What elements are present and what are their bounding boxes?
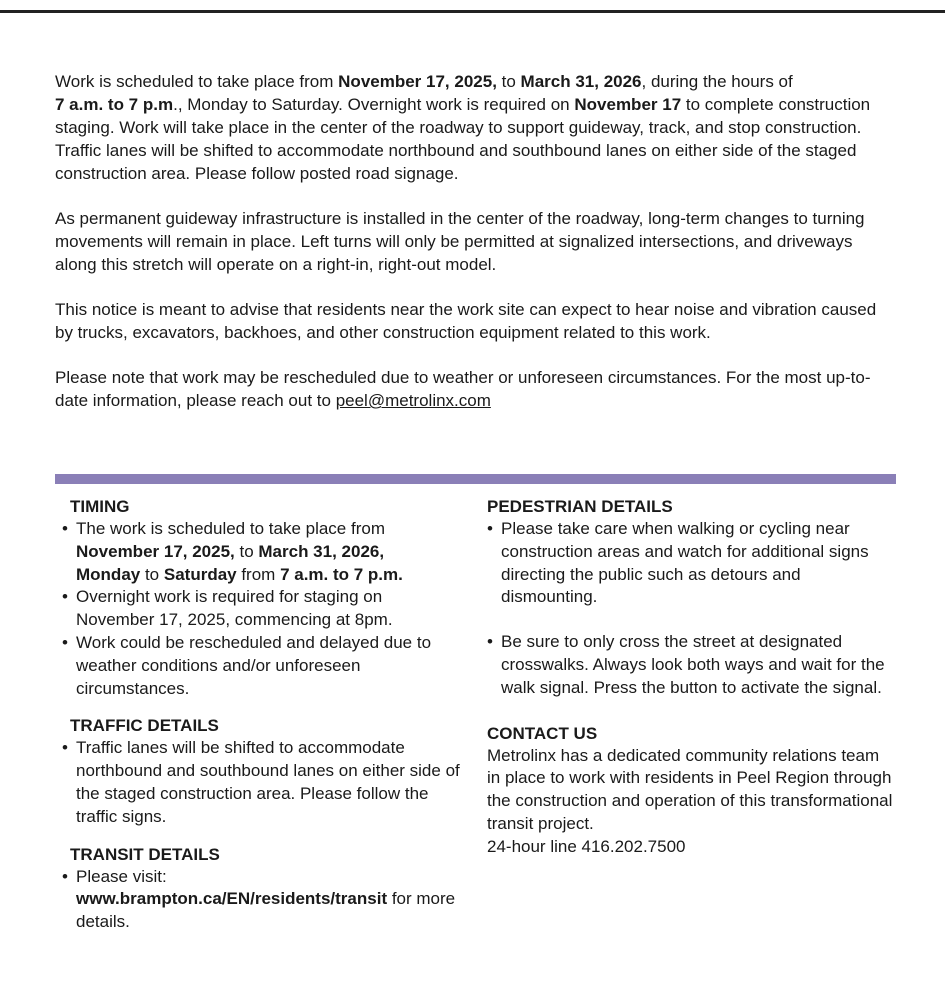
timing-list <box>62 518 462 700</box>
text: Overnight work is required for staging on November 17, 2025, commencing at 8pm. <box>76 587 393 630</box>
traffic-heading: TRAFFIC DETAILS <box>70 716 219 736</box>
intro-paragraph-guideway: As permanent guideway infrastructure is installed in the center of the roadway, long-term changes to turning movements will remain in place. Left turns will only be permitted at signalized intersections, and driveways along this stretch will operate on a right-in, right-out model. <box>55 209 865 274</box>
bullet-icon: • <box>487 632 493 652</box>
traffic-section <box>62 714 462 828</box>
text: The work is scheduled to take place from <box>76 519 385 538</box>
start-date: November 17, 2025, <box>338 72 497 91</box>
spacer <box>487 609 897 631</box>
intro-paragraph-noise: This notice is meant to advise that residents near the work site can expect to hear noise and vibration caused by trucks, excavators, backhoes, and other construction equipment related to this work. <box>55 300 877 342</box>
text: to <box>234 541 259 561</box>
text: Please note that work may be rescheduled due to weather or unforeseen circumstances. For the most up-to-date information, please reach out to <box>55 368 871 410</box>
text: Traffic lanes will be shifted to accommodate northbound and southbound lanes on either side of the staged construction area. Please follow the traffic signs. <box>76 738 460 826</box>
bullet-icon: • <box>62 866 68 886</box>
intro-paragraph-contact <box>55 366 895 412</box>
top-rule <box>0 10 945 13</box>
pedestrian-heading: PEDESTRIAN DETAILS <box>487 497 673 516</box>
timing-heading: TIMING <box>70 497 130 516</box>
intro-section <box>55 70 895 434</box>
traffic-list <box>62 737 462 828</box>
bullet-icon: • <box>487 519 493 538</box>
list-item <box>62 518 462 586</box>
list-item <box>62 632 462 700</box>
contact-description: Metrolinx has a dedicated community relations team in place to work with residents in Peel Region through the construction and operation of this transformational transit project. <box>487 745 893 833</box>
list-item <box>487 631 897 699</box>
email-link[interactable]: peel@metrolinx.com <box>335 391 491 410</box>
list-item <box>62 737 462 828</box>
end-date: March 31, 2026, <box>258 541 385 561</box>
list-item <box>62 866 462 934</box>
list-item <box>62 586 462 632</box>
text: Work is scheduled to take place from <box>55 72 339 91</box>
text: Please take care when walking or cycling near construction areas and watch for additional signs directing the public such as detours and dismounting. <box>501 519 869 607</box>
start-date: November 17, 2025, <box>76 541 235 561</box>
left-column <box>62 495 462 948</box>
text: to <box>496 72 521 91</box>
work-hours: 7 a.m. to 7 p.m <box>55 95 174 114</box>
transit-list <box>62 866 462 934</box>
text: to <box>140 564 164 584</box>
right-column <box>487 495 897 873</box>
transit-section <box>62 843 462 934</box>
accent-band <box>55 474 896 484</box>
work-hours: 7 a.m. to 7 p.m. <box>280 564 403 584</box>
bullet-icon: • <box>62 632 68 652</box>
transit-heading: TRANSIT DETAILS <box>70 844 220 864</box>
end-day: Saturday <box>163 564 237 584</box>
pedestrian-section <box>487 495 897 700</box>
timing-section <box>62 495 462 700</box>
text: Work could be rescheduled and delayed due to weather conditions and/or unforeseen circumstances. <box>76 632 432 698</box>
bullet-icon: • <box>62 587 68 607</box>
text: to complete construction staging. Work will take place in the center of the roadway to support guideway, track, and stop construction. Traffic lanes will be shifted to accommodate northbound and southbound lanes on either side of the staged construction area. Please follow posted road signage. <box>55 95 871 183</box>
start-day: Monday <box>76 564 141 584</box>
transit-url-link[interactable]: www.brampton.ca/EN/residents/transit <box>76 889 388 909</box>
end-date: March 31, 2026 <box>520 72 642 91</box>
pedestrian-list <box>487 518 897 700</box>
text: ., Monday to Saturday. Overnight work is required on <box>173 95 575 114</box>
text: from <box>236 564 281 584</box>
overnight-date: November 17 <box>574 95 682 114</box>
bullet-icon: • <box>62 738 68 758</box>
contact-phone: 24-hour line 416.202.7500 <box>487 836 686 856</box>
bullet-icon: • <box>62 519 68 538</box>
list-item <box>487 518 897 609</box>
contact-heading: CONTACT US <box>487 723 598 743</box>
contact-section <box>487 722 897 859</box>
text: Be sure to only cross the street at designated crosswalks. Always look both ways and wait for the walk signal. Press the button to activate the signal. <box>501 632 885 697</box>
intro-paragraph-schedule <box>55 70 895 185</box>
text: Please visit: <box>76 866 167 886</box>
text: for more details. <box>76 889 456 932</box>
text: , during the hours of <box>641 72 793 91</box>
